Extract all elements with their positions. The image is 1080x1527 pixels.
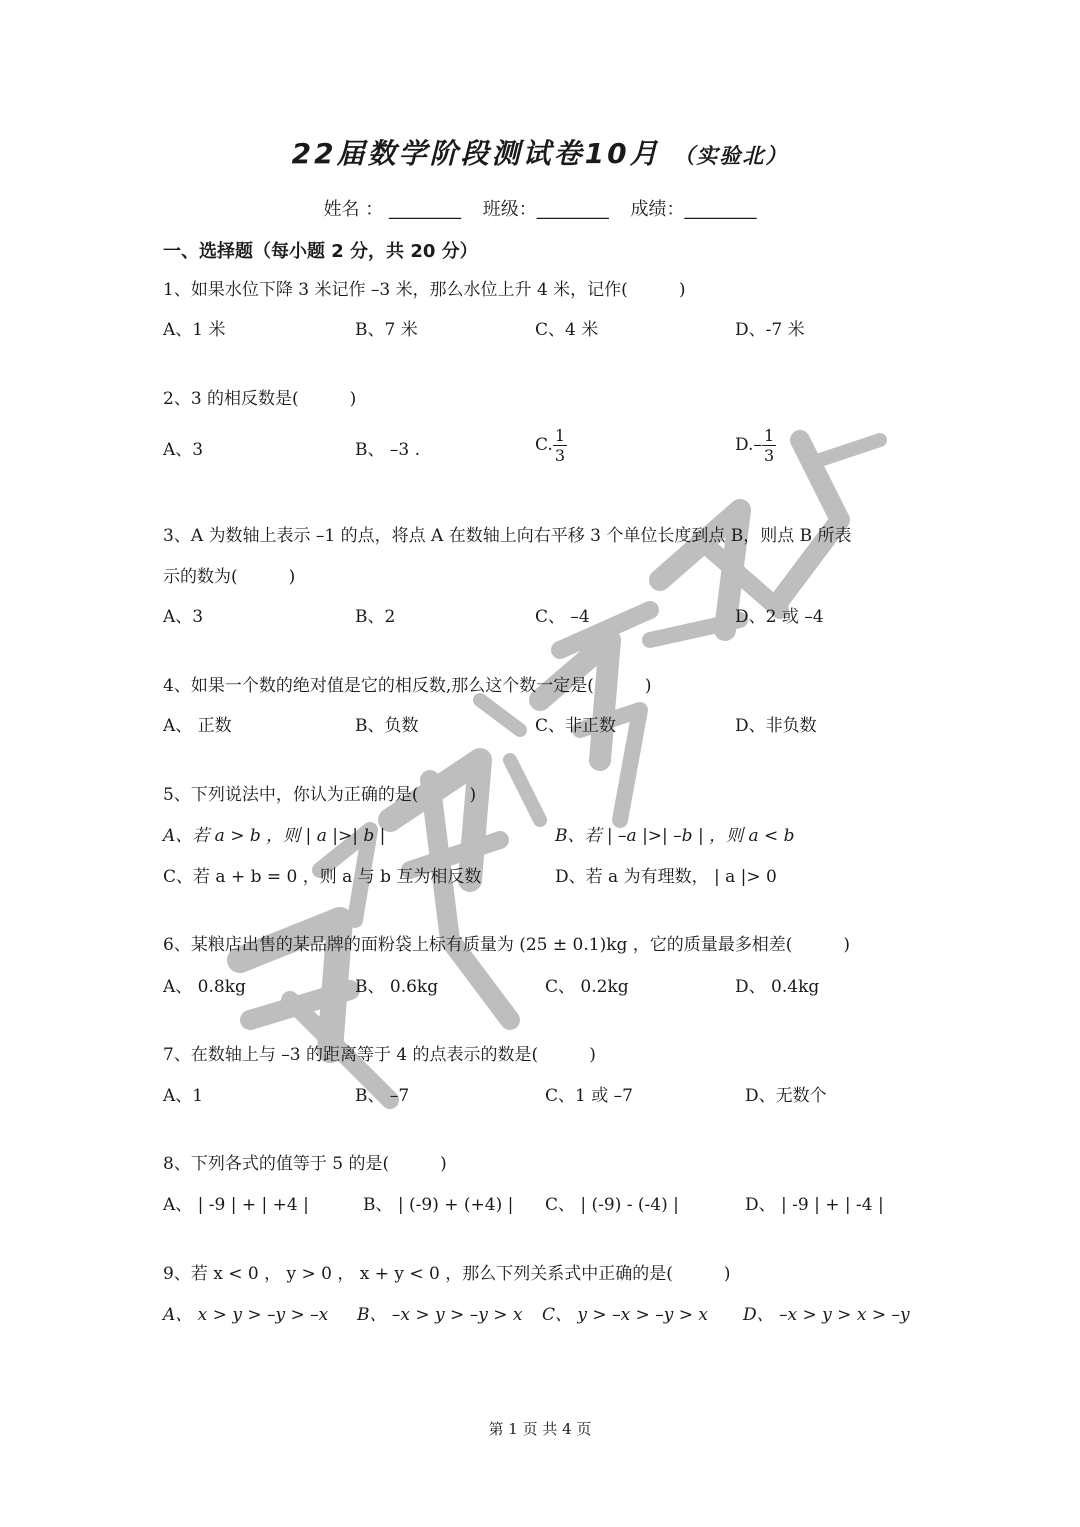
option-b: B、 –7 <box>355 1086 410 1106</box>
question-stem: 1、如果水位下降 3 米记作 –3 米，那么水位上升 4 米，记作( ) <box>163 280 686 300</box>
option-c: C、非正数 <box>535 716 617 736</box>
option-d: D、 –x > y > x > –y <box>743 1305 910 1325</box>
question-stem: 6、某粮店出售的某品牌的面粉袋上标有质量为 (25 ± 0.1)kg ，它的质量最多相差( ) <box>163 935 851 955</box>
option-d-label: D.– <box>735 435 762 455</box>
exam-title <box>0 132 1080 172</box>
option-a: A、3 <box>163 607 204 627</box>
option-a: A、3 <box>163 440 204 460</box>
question-stem: 8、下列各式的值等于 5 的是( ) <box>163 1154 447 1174</box>
option-c: C、1 或 –7 <box>545 1086 633 1106</box>
watermark-calligraphy <box>180 400 900 1120</box>
page-footer: 第 1 页 共 4 页 <box>488 1420 592 1438</box>
option-b: B、负数 <box>355 716 419 736</box>
question-stem: 9、若 x < 0 ， y > 0 ， x + y < 0 ，那么下列关系式中正确的是( ) <box>163 1264 731 1284</box>
option-b: B、 0.6kg <box>355 977 439 997</box>
option-c-label: C. <box>535 435 553 455</box>
option-c: C、 | (-9) - (-4) | <box>545 1195 679 1215</box>
option-b: B、若 | –a |>| –b | ，则 a < b <box>555 826 795 846</box>
fraction: $\frac{1}{3}$ <box>763 426 775 465</box>
option-b: B、7 米 <box>355 320 418 340</box>
option-d: D、 0.4kg <box>735 977 820 997</box>
question-stem-continued: 示的数为( ) <box>163 567 296 587</box>
option-a: A、 0.8kg <box>163 977 246 997</box>
option-c <box>535 426 567 465</box>
question-stem: 4、如果一个数的绝对值是它的相反数,那么这个数一定是( ) <box>163 676 652 696</box>
title-main: 22届数学阶段测试卷10月 <box>291 137 661 170</box>
option-c: C、 0.2kg <box>545 977 629 997</box>
student-info <box>0 195 1080 221</box>
question-stem: 3、A 为数轴上表示 –1 的点，将点 A 在数轴上向右平移 3 个单位长度到点 B，则点 B 所表 <box>163 526 852 546</box>
title-sub: （实验北） <box>673 144 789 168</box>
question-stem: 5、下列说法中，你认为正确的是( ) <box>163 785 477 805</box>
option-a: A、若 a > b ，则 | a |>| b | <box>163 826 386 846</box>
option-c: C、 –4 <box>535 607 590 627</box>
option-a: A、 x > y > –y > –x <box>163 1305 329 1325</box>
option-d: D、若 a 为有理数， | a |> 0 <box>555 867 777 887</box>
option-c: C、4 米 <box>535 320 599 340</box>
option-a: A、 正数 <box>163 716 232 736</box>
option-c: C、若 a + b = 0 ，则 a 与 b 互为相反数 <box>163 867 482 887</box>
section-heading: 一、选择题（每小题 2 分，共 20 分） <box>163 241 478 262</box>
class-field: 班级：________ <box>482 199 609 220</box>
option-b: B、 –x > y > –y > x <box>357 1305 523 1325</box>
option-d: D、-7 米 <box>735 320 805 340</box>
option-b: B、 | (-9) + (+4) | <box>363 1195 514 1215</box>
name-field: 姓名 ： ________ <box>323 199 461 220</box>
option-d <box>735 426 776 465</box>
option-a: A、1 <box>163 1086 204 1106</box>
option-d: D、 | -9 | + | -4 | <box>745 1195 884 1215</box>
question-stem: 2、3 的相反数是( ) <box>163 389 357 409</box>
option-a: A、 | -9 | + | +4 | <box>163 1195 309 1215</box>
option-b: B、2 <box>355 607 396 627</box>
option-d: D、2 或 –4 <box>735 607 824 627</box>
option-c: C、 y > –x > –y > x <box>542 1305 708 1325</box>
fraction: $\frac{1}{3}$ <box>554 426 565 465</box>
option-d: D、无数个 <box>745 1086 827 1106</box>
question-stem: 7、在数轴上与 –3 的距离等于 4 的点表示的数是( ) <box>163 1045 596 1065</box>
option-b: B、 –3 . <box>355 440 421 460</box>
option-a: A、1 米 <box>163 320 226 340</box>
score-field: 成绩：________ <box>630 199 757 220</box>
option-d: D、非负数 <box>735 716 817 736</box>
